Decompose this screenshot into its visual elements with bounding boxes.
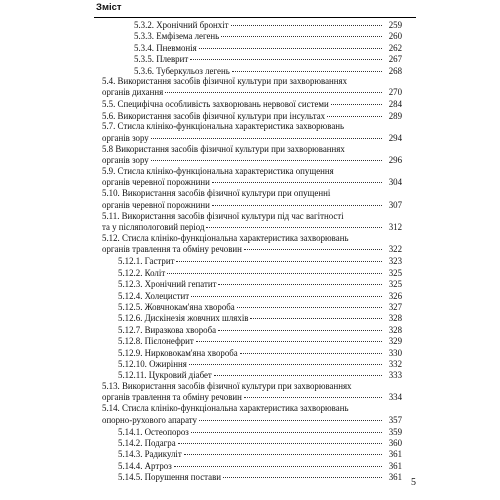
toc-entry-page: 296 <box>388 154 402 165</box>
toc-entry-title: 5.5. Специфічна особливість захворювань нервової системи <box>102 99 329 110</box>
toc-entry-page: 267 <box>388 54 402 65</box>
toc-entry <box>102 301 402 312</box>
toc-entry <box>102 358 402 369</box>
dot-leader <box>184 454 382 455</box>
toc-entry-title: 5.3.5. Плеврит <box>134 54 189 65</box>
dot-leader <box>212 205 382 206</box>
dot-leader <box>231 25 382 26</box>
toc-entry-page: 259 <box>388 20 402 30</box>
toc-entry <box>102 144 402 166</box>
toc-entry-title-line2: органів травлення та обміну речовин <box>102 244 242 255</box>
toc-entry-title: 5.12.10. Ожиріння <box>118 358 187 369</box>
toc-entry <box>102 42 402 53</box>
toc-entry-title: 5.12.6. Дискінезія жовчних шляхів <box>118 313 249 324</box>
dot-leader <box>190 59 382 60</box>
dot-leader <box>237 307 382 308</box>
toc-entry-title-line1: 5.4. Використання засобів фізичної культури при захворюваннях <box>102 75 348 86</box>
toc-entry-page: 357 <box>388 414 402 425</box>
toc-entry <box>102 121 402 143</box>
toc-entry-title: 5.6. Використання засобів фізичної культури при інсультах <box>102 110 326 121</box>
toc-entry-title: 5.12.4. Холецистит <box>118 290 190 301</box>
dot-leader <box>240 353 382 354</box>
toc-entry-title: 5.3.6. Туберкульоз легень <box>134 65 230 76</box>
toc-entry <box>102 267 402 278</box>
toc-entry-title-line1: 5.12. Стисла клініко-функціональна характеристика захворювань <box>102 233 349 244</box>
toc-entry-title-line2: органів зору <box>102 132 149 143</box>
dot-leader <box>165 92 382 93</box>
toc-entry-title: 5.14.4. Артроз <box>118 460 172 471</box>
dot-leader <box>189 364 382 365</box>
toc-entry <box>102 255 402 266</box>
toc-entry <box>102 30 402 41</box>
toc-entry-title: 5.3.4. Пневмонія <box>134 42 197 53</box>
dot-leader <box>212 182 382 183</box>
toc-entry-page: 304 <box>388 177 402 188</box>
dot-leader <box>167 273 382 274</box>
toc-entry <box>102 19 402 30</box>
toc-entry <box>102 290 402 301</box>
dot-leader <box>327 116 382 117</box>
toc-entry-title-line2: органів травлення та обміну речовин <box>102 392 242 403</box>
toc-entry <box>102 98 402 109</box>
toc-entry-page: 268 <box>388 65 402 76</box>
toc-entry <box>102 335 402 346</box>
dot-leader <box>218 284 382 285</box>
toc-entry <box>102 233 402 255</box>
toc-entry-page: 307 <box>388 199 402 210</box>
toc-entry <box>102 471 402 482</box>
toc-entry-page: 329 <box>388 336 402 347</box>
toc-entry-page: 360 <box>388 437 402 448</box>
toc-entry-page: 359 <box>388 426 402 437</box>
dot-leader <box>244 397 382 398</box>
dot-leader <box>244 249 382 250</box>
toc-entry-title: 5.14.3. Радикуліт <box>118 449 182 460</box>
toc-entry <box>102 403 402 425</box>
toc-entry-page: 334 <box>388 392 402 403</box>
toc-entry-title-line2: органів дихання <box>102 87 164 98</box>
toc-entry-page: 260 <box>388 31 402 42</box>
toc-entry-page: 326 <box>388 290 402 301</box>
toc-entry-page: 333 <box>388 370 402 381</box>
toc-entry-page: 294 <box>388 132 402 143</box>
toc-entry-page: 325 <box>388 267 402 278</box>
dot-leader <box>151 138 382 139</box>
toc-entry-title: 5.12.5. Жовчнокам'яна хвороба <box>118 302 235 313</box>
toc-entry-page: 328 <box>388 313 402 324</box>
toc-entry-page: 361 <box>388 472 402 483</box>
dot-leader <box>196 341 382 342</box>
toc-entry-page: 284 <box>388 99 402 110</box>
toc-entry-title: 5.14.2. Подагра <box>118 437 176 448</box>
toc-entry-title-line1: 5.13. Використання засобів фізичної культури при захворюваннях <box>102 380 352 391</box>
toc-entry-title: 5.12.1. Гастрит <box>118 256 175 267</box>
table-of-contents <box>102 19 402 483</box>
dot-leader <box>191 296 382 297</box>
toc-entry-page: 323 <box>388 256 402 267</box>
dot-leader <box>191 432 382 433</box>
toc-entry-page: 270 <box>388 87 402 98</box>
toc-entry <box>102 65 402 76</box>
toc-entry <box>102 324 402 335</box>
toc-entry <box>102 347 402 358</box>
toc-entry <box>102 110 402 121</box>
toc-entry-title: 5.12.8. Пієлонефрит <box>118 336 194 347</box>
toc-entry-title-line1: 5.11. Використання засобів фізичної культури під час вагітності <box>102 210 344 221</box>
toc-entry-title-line2: та у післяпологовий період <box>102 222 205 233</box>
dot-leader <box>218 330 382 331</box>
toc-entry-title: 5.14.5. Порушення постави <box>118 472 222 483</box>
dot-leader <box>221 36 382 37</box>
toc-entry <box>102 76 402 98</box>
toc-entry <box>102 460 402 471</box>
dot-leader <box>331 104 382 105</box>
toc-entry-page: 322 <box>388 244 402 255</box>
running-header <box>94 0 416 18</box>
dot-leader <box>178 443 382 444</box>
toc-entry-page: 262 <box>388 42 402 53</box>
toc-entry <box>102 166 402 188</box>
dot-leader <box>199 48 382 49</box>
toc-entry-title-line1: 5.9. Стисла клініко-функціональна характеристика опущення <box>102 165 334 176</box>
toc-entry-title-line1: 5.7. Стисла клініко-функціональна характеристика захворювань <box>102 121 345 132</box>
dot-leader <box>174 466 382 467</box>
toc-entry-page: 312 <box>388 222 402 233</box>
toc-entry <box>102 381 402 403</box>
toc-entry <box>102 188 402 210</box>
toc-entry-title: 5.12.7. Виразкова хвороба <box>118 324 217 335</box>
toc-entry-title-line2: органів черевної порожнини <box>102 177 210 188</box>
toc-entry-title: 5.12.11. Цукровий діабет <box>118 370 212 381</box>
dot-leader <box>214 375 382 376</box>
toc-entry <box>102 448 402 459</box>
toc-entry-title: 5.3.2. Хронічний бронхіт <box>134 20 229 30</box>
toc-entry <box>102 437 402 448</box>
toc-entry-title: 5.3.3. Емфізема легень <box>134 31 220 42</box>
toc-entry-page: 330 <box>388 347 402 358</box>
dot-leader <box>206 227 382 228</box>
toc-entry <box>102 278 402 289</box>
toc-entry-title: 5.14.1. Остеопороз <box>118 426 189 437</box>
toc-entry-page: 289 <box>388 110 402 121</box>
toc-entry-page: 328 <box>388 324 402 335</box>
dot-leader <box>176 261 382 262</box>
toc-entry <box>102 369 402 380</box>
toc-entry <box>102 211 402 233</box>
toc-entry-title-line2: органів черевної порожнини <box>102 199 210 210</box>
toc-entry-page: 327 <box>388 302 402 313</box>
toc-entry-page: 361 <box>388 449 402 460</box>
toc-entry-page: 332 <box>388 358 402 369</box>
dot-leader <box>151 160 382 161</box>
toc-entry-title-line2: опорно-рухового апарату <box>102 414 197 425</box>
toc-entry-page: 325 <box>388 279 402 290</box>
page-number: 5 <box>411 477 416 488</box>
dot-leader <box>250 318 382 319</box>
toc-entry-page: 361 <box>388 460 402 471</box>
toc-entry-title: 5.12.9. Нирковокам'яна хвороба <box>118 347 238 358</box>
dot-leader <box>232 71 382 72</box>
header-title: Зміст <box>96 2 122 13</box>
toc-entry <box>102 53 402 64</box>
toc-entry <box>102 426 402 437</box>
toc-entry-title: 5.12.2. Коліт <box>118 267 166 278</box>
toc-entry-title-line2: органів зору <box>102 154 149 165</box>
toc-entry-title-line1: 5.8 Використання засобів фізичної культури при захворюваннях <box>102 143 345 154</box>
toc-entry-title: 5.12.3. Хронічний гепатит <box>118 279 217 290</box>
dot-leader <box>199 420 382 421</box>
dot-leader <box>223 477 382 478</box>
toc-entry-title-line1: 5.10. Використання засобів фізичної культури при опущенні <box>102 188 331 199</box>
toc-entry-title-line1: 5.14. Стисла клініко-функціональна характеристика захворювань <box>102 403 349 414</box>
toc-entry <box>102 312 402 323</box>
